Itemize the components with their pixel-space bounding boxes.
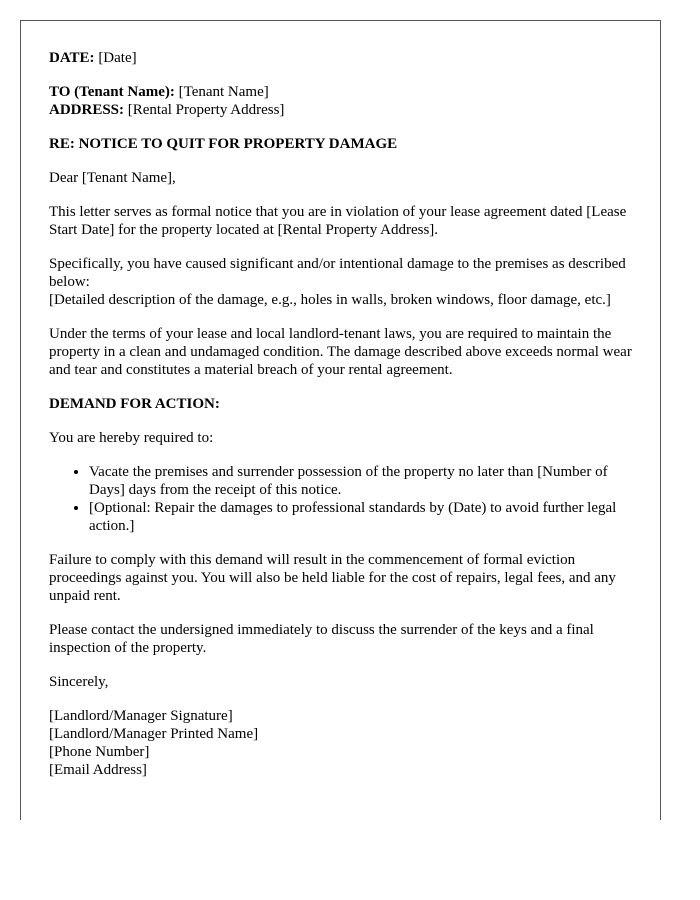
signoff: Sincerely, (49, 674, 109, 690)
recipient-block (49, 83, 632, 119)
intro-paragraph: This letter serves as formal notice that you are in violation of your lease agreement dated [Lease Start Date] for the property located at [Rental Property Address]. (49, 204, 627, 238)
demand-item: • [Optional: Repair the damages to professional standards by (Date) to avoid further legal action.] (89, 499, 632, 535)
demand-list (49, 463, 632, 535)
address-value: [Rental Property Address] (127, 102, 285, 118)
to-line (49, 83, 632, 101)
letter-page (20, 20, 661, 820)
printed-name: [Landlord/Manager Printed Name] (49, 726, 259, 742)
to-value: [Tenant Name] (178, 84, 269, 100)
date-line (49, 49, 632, 67)
address-line (49, 101, 632, 119)
terms-paragraph: Under the terms of your lease and local landlord-tenant laws, you are required to maintain the property in a clean and undamaged condition. The damage described above exceeds normal wear and tear and constitutes a material breach of your rental agreement. (49, 326, 632, 378)
failure-paragraph: Failure to comply with this demand will result in the commencement of formal eviction proceedings against you. You will also be held liable for the cost of repairs, legal fees, and any unpaid rent. (49, 552, 616, 604)
demand-item: • Vacate the premises and surrender possession of the property no later than [Number of Days] days from the receipt of this notice. (89, 463, 632, 499)
signature-line: [Landlord/Manager Signature] (49, 708, 233, 724)
subject-line: RE: NOTICE TO QUIT FOR PROPERTY DAMAGE (49, 136, 398, 152)
phone-number: [Phone Number] (49, 744, 150, 760)
damage-paragraph (49, 255, 632, 309)
email-address: [Email Address] (49, 762, 147, 778)
date-label: DATE: (49, 50, 95, 66)
to-label: TO (Tenant Name): (49, 84, 175, 100)
damage-detail: [Detailed description of the damage, e.g., holes in walls, broken windows, floor damage, etc.] (49, 292, 611, 308)
signature-block (49, 707, 632, 779)
date-value: [Date] (98, 50, 137, 66)
demand-lead: You are hereby required to: (49, 430, 214, 446)
salutation: Dear [Tenant Name], (49, 170, 176, 186)
demand-heading: DEMAND FOR ACTION: (49, 396, 220, 412)
contact-paragraph: Please contact the undersigned immediately to discuss the surrender of the keys and a final inspection of the property. (49, 622, 594, 656)
address-label: ADDRESS: (49, 102, 125, 118)
damage-intro: Specifically, you have caused significant and/or intentional damage to the premises as described below: (49, 256, 626, 290)
